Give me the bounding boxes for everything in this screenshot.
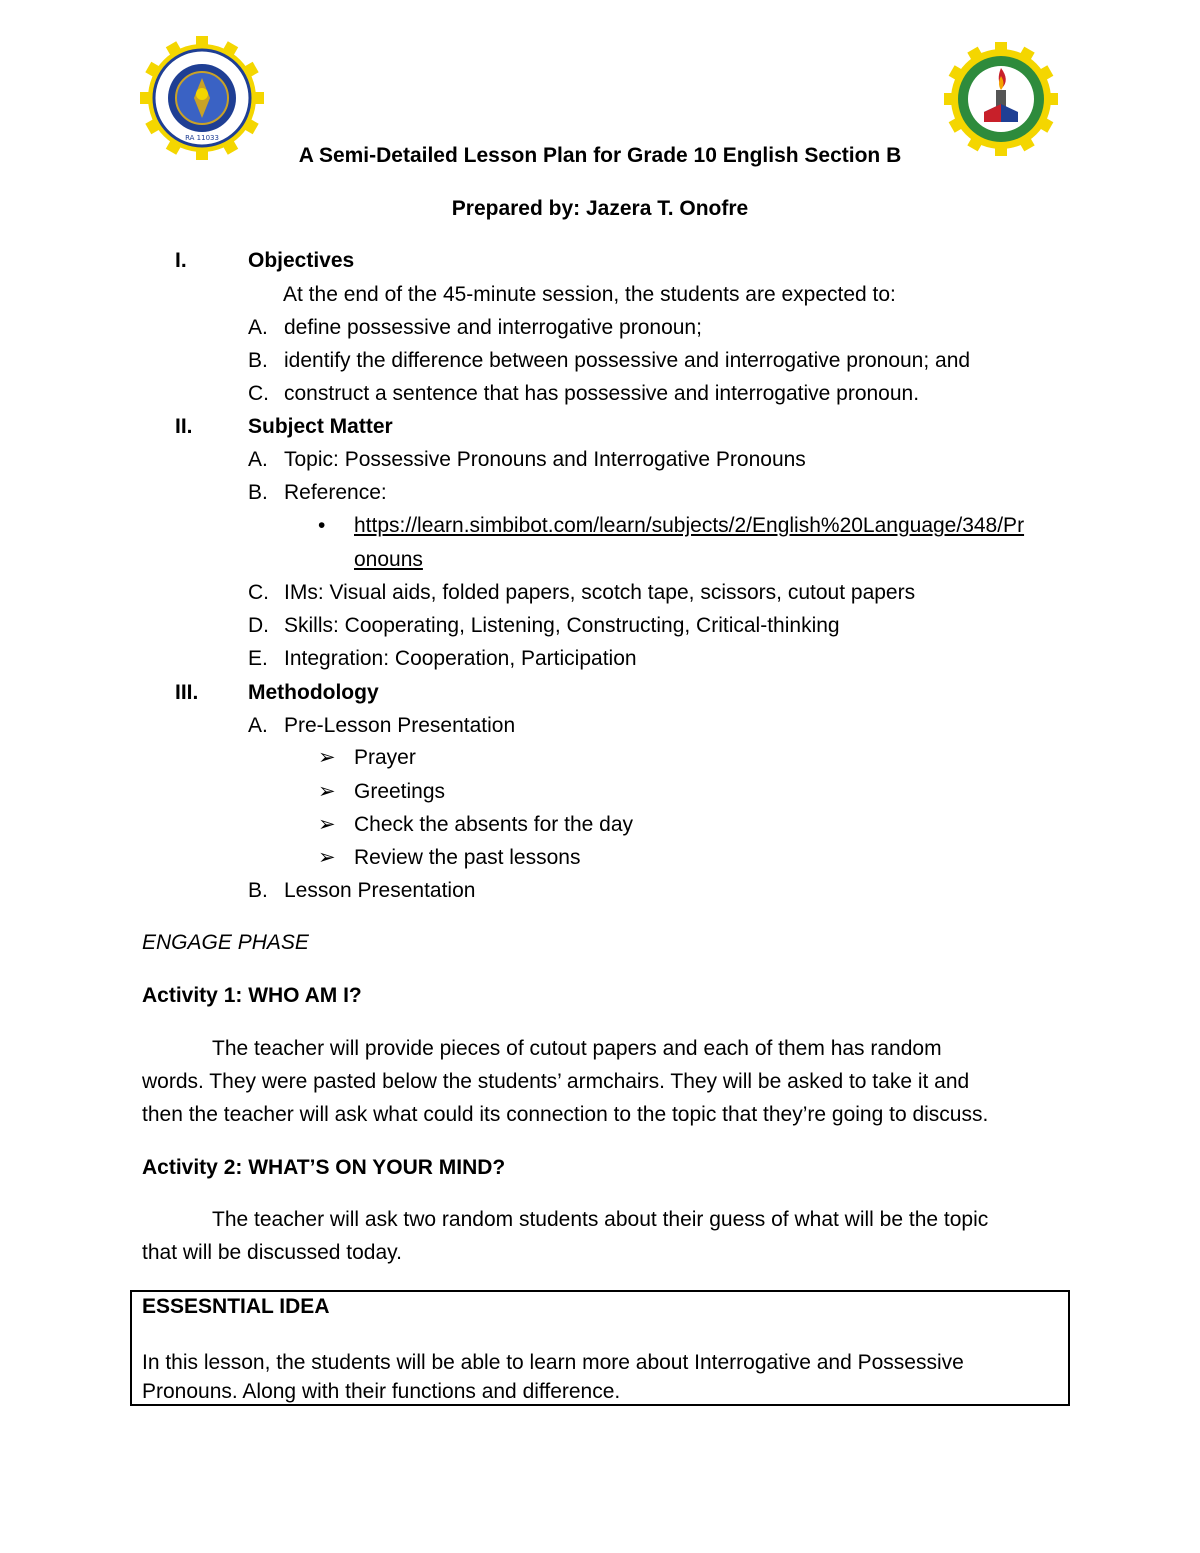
activity-2-text: that will be discussed today. bbox=[142, 1241, 402, 1264]
list-label: E. bbox=[248, 647, 268, 670]
pre-lesson-item: Check the absents for the day bbox=[354, 813, 633, 836]
subject-item-reference: Reference: bbox=[284, 481, 387, 504]
engage-phase-heading: ENGAGE PHASE bbox=[142, 931, 309, 954]
pre-lesson-item: Greetings bbox=[354, 780, 446, 803]
pre-lesson-item: Prayer bbox=[354, 746, 416, 769]
essential-idea-title: ESSESNTIAL IDEA bbox=[142, 1295, 330, 1318]
document-title: A Semi-Detailed Lesson Plan for Grade 10 English Section B bbox=[298, 144, 902, 167]
section-title-methodology: Methodology bbox=[248, 681, 379, 704]
subject-item-skills: Skills: Cooperating, Listening, Constructing, Critical-thinking bbox=[284, 614, 840, 637]
section-title-subject-matter: Subject Matter bbox=[248, 415, 393, 438]
activity-1-title: Activity 1: WHO AM I? bbox=[142, 984, 362, 1007]
arrow-bullet-icon: ➢ bbox=[318, 846, 336, 869]
objectives-intro: At the end of the 45-minute session, the students are expected to: bbox=[283, 283, 896, 306]
methodology-item: Lesson Presentation bbox=[284, 879, 476, 902]
section-number: II. bbox=[175, 415, 193, 438]
essential-idea-text: Pronouns. Along with their functions and difference. bbox=[142, 1380, 621, 1403]
methodology-item: Pre-Lesson Presentation bbox=[284, 714, 516, 737]
section-number: I. bbox=[175, 249, 187, 272]
arrow-bullet-icon: ➢ bbox=[318, 813, 336, 836]
list-label: C. bbox=[248, 382, 269, 405]
reference-link-continued[interactable]: onouns bbox=[354, 548, 423, 571]
activity-1-text: then the teacher will ask what could its connection to the topic that they’re going to discuss. bbox=[142, 1103, 989, 1126]
subject-item-ims: IMs: Visual aids, folded papers, scotch tape, scissors, cutout papers bbox=[284, 581, 916, 604]
pre-lesson-item: Review the past lessons bbox=[354, 846, 581, 869]
list-label: B. bbox=[248, 349, 268, 372]
subject-item-integration: Integration: Cooperation, Participation bbox=[284, 647, 637, 670]
prepared-by: Prepared by: Jazera T. Onofre bbox=[451, 197, 749, 220]
arrow-bullet-icon: ➢ bbox=[318, 746, 336, 769]
reference-link[interactable]: https://learn.simbibot.com/learn/subjects/2/English%20Language/348/Pr bbox=[354, 514, 1025, 537]
list-label: C. bbox=[248, 581, 269, 604]
subject-item-topic: Topic: Possessive Pronouns and Interrogative Pronouns bbox=[284, 448, 806, 471]
list-label: B. bbox=[248, 879, 268, 902]
list-label: A. bbox=[248, 316, 268, 339]
list-label: B. bbox=[248, 481, 268, 504]
essential-idea-text: In this lesson, the students will be able to learn more about Interrogative and Possessive bbox=[142, 1351, 964, 1374]
activity-2-text: The teacher will ask two random students about their guess of what will be the topic bbox=[212, 1208, 989, 1231]
objective-item: construct a sentence that has possessive and interrogative pronoun. bbox=[284, 382, 920, 405]
objective-item: identify the difference between possessive and interrogative pronoun; and bbox=[284, 349, 971, 372]
activity-1-text: words. They were pasted below the students’ armchairs. They will be asked to take it and bbox=[142, 1070, 970, 1093]
activity-2-title: Activity 2: WHAT’S ON YOUR MIND? bbox=[142, 1156, 506, 1179]
activity-1-text: The teacher will provide pieces of cutout papers and each of them has random bbox=[212, 1037, 942, 1060]
list-label: A. bbox=[248, 714, 268, 737]
section-number: III. bbox=[175, 681, 199, 704]
section-title-objectives: Objectives bbox=[248, 249, 355, 272]
institute-seal-logo bbox=[944, 42, 1058, 156]
bullet-icon: • bbox=[318, 514, 326, 537]
seal-sub-text: RA 11033 bbox=[185, 134, 219, 142]
list-label: D. bbox=[248, 614, 269, 637]
objective-item: define possessive and interrogative pronoun; bbox=[284, 316, 702, 339]
list-label: A. bbox=[248, 448, 268, 471]
arrow-bullet-icon: ➢ bbox=[318, 780, 336, 803]
